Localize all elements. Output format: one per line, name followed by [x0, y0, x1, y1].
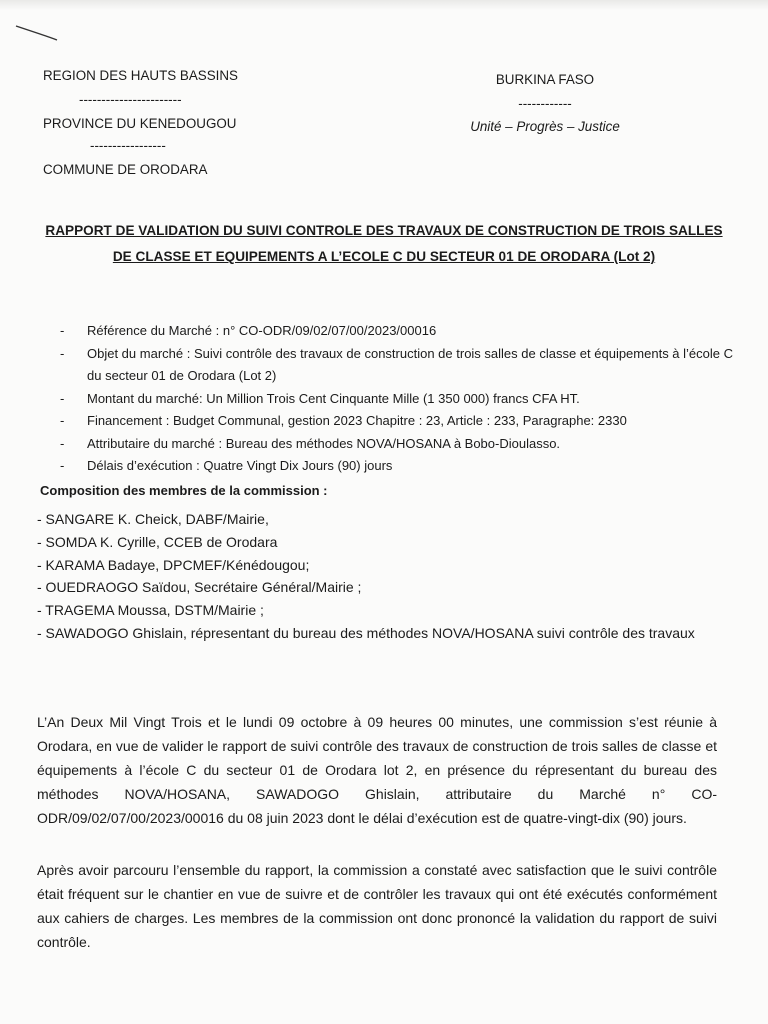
commission-members-list	[37, 508, 737, 645]
member-item: - KARAMA Badaye, DPCMEF/Kénédougou;	[37, 556, 310, 573]
bullet-dash: -	[60, 413, 65, 428]
bullet-dash: -	[60, 435, 65, 451]
member-item: - SAWADOGO Ghislain, répresentant du bureau des méthodes NOVA/HOSANA suivi contrôle des travaux	[37, 624, 695, 641]
national-motto: Unité – Progrès – Justice	[470, 119, 620, 134]
bullet-dash: -	[60, 458, 65, 473]
bullet-dash: -	[60, 390, 65, 406]
member-item: - SANGARE K. Cheick, DABF/Mairie,	[37, 511, 269, 527]
list-item: - Attributaire du marché : Bureau des méthodes NOVA/HOSANA à Bobo-Dioulasso.	[60, 433, 740, 456]
list-item: - Montant du marché: Un Million Trois Cent Cinquante Mille (1 350 000) francs CFA HT.	[60, 388, 740, 411]
list-item: - Délais d’exécution : Quatre Vingt Dix Jours (90) jours	[60, 455, 740, 478]
bullet-dash: -	[60, 323, 65, 338]
commune-name: COMMUNE DE ORODARA	[43, 162, 208, 177]
meeting-paragraph: L’An Deux Mil Vingt Trois et le lundi 09 octobre à 09 heures 00 minutes, une commission s’est réunie à Orodara, en vue de valider le rapport de suivi contrôle des travaux de construction de trois salles de classe et équipements à l’école C du secteur 01 de Orodara lot 2, en présence du répresentant du bureau des méthodes NOVA/HOSANA, SAWADOGO Ghislain, attributaire du Marché n° CO-ODR/09/02/07/00/2023/00016 du 08 juin 2023 dont le délai d’exécution est de quatre-vingt-dix (90) jours.	[37, 714, 717, 826]
list-item: - Référence du Marché : n° CO-ODR/09/02/07/00/2023/00016	[60, 320, 740, 343]
list-item: - Objet du marché : Suivi contrôle des travaux de construction de trois salles de classe et équipements à l’école C du secteur 01 de Orodara (Lot 2)	[60, 343, 740, 388]
separator: -----------------	[90, 138, 166, 153]
contract-details-list	[60, 320, 740, 478]
document-title: RAPPORT DE VALIDATION DU SUIVI CONTROLE DES TRAVAUX DE CONSTRUCTION DE TROIS SALLES DE CLASSE ET EQUIPEMENTS A L’ECOLE C DU SECTEUR 01 DE ORODARA (Lot 2)	[45, 223, 723, 264]
member-item: - SOMDA K. Cyrille, CCEB de Orodara	[37, 533, 278, 550]
country-name: BURKINA FASO	[495, 72, 595, 87]
region-name: REGION DES HAUTS BASSINS	[43, 68, 238, 83]
conclusion-paragraph: Après avoir parcouru l’ensemble du rapport, la commission a constaté avec satisfaction que le suivi contrôle était fréquent sur le chantier en vue de suivre et de contrôler les travaux qui ont été exécutés conformément aux cahiers de charges. Les membres de la commission ont donc prononcé la validation du rapport de suivi contrôle.	[37, 862, 717, 950]
member-item: - OUEDRAOGO Saïdou, Secrétaire Général/Mairie ;	[37, 579, 362, 596]
commission-heading: Composition des membres de la commission :	[40, 483, 328, 498]
bullet-dash: -	[60, 345, 65, 361]
separator: ------------	[518, 96, 572, 111]
pen-stroke-mark	[14, 22, 58, 42]
separator: -----------------------	[79, 92, 182, 107]
province-name: PROVINCE DU KENEDOUGOU	[43, 116, 237, 131]
member-item: - TRAGEMA Moussa, DSTM/Mairie ;	[37, 602, 264, 619]
list-item: - Financement : Budget Communal, gestion 2023 Chapitre : 23, Article : 233, Paragraphe: 2330	[60, 410, 740, 433]
scan-edge	[0, 0, 768, 10]
